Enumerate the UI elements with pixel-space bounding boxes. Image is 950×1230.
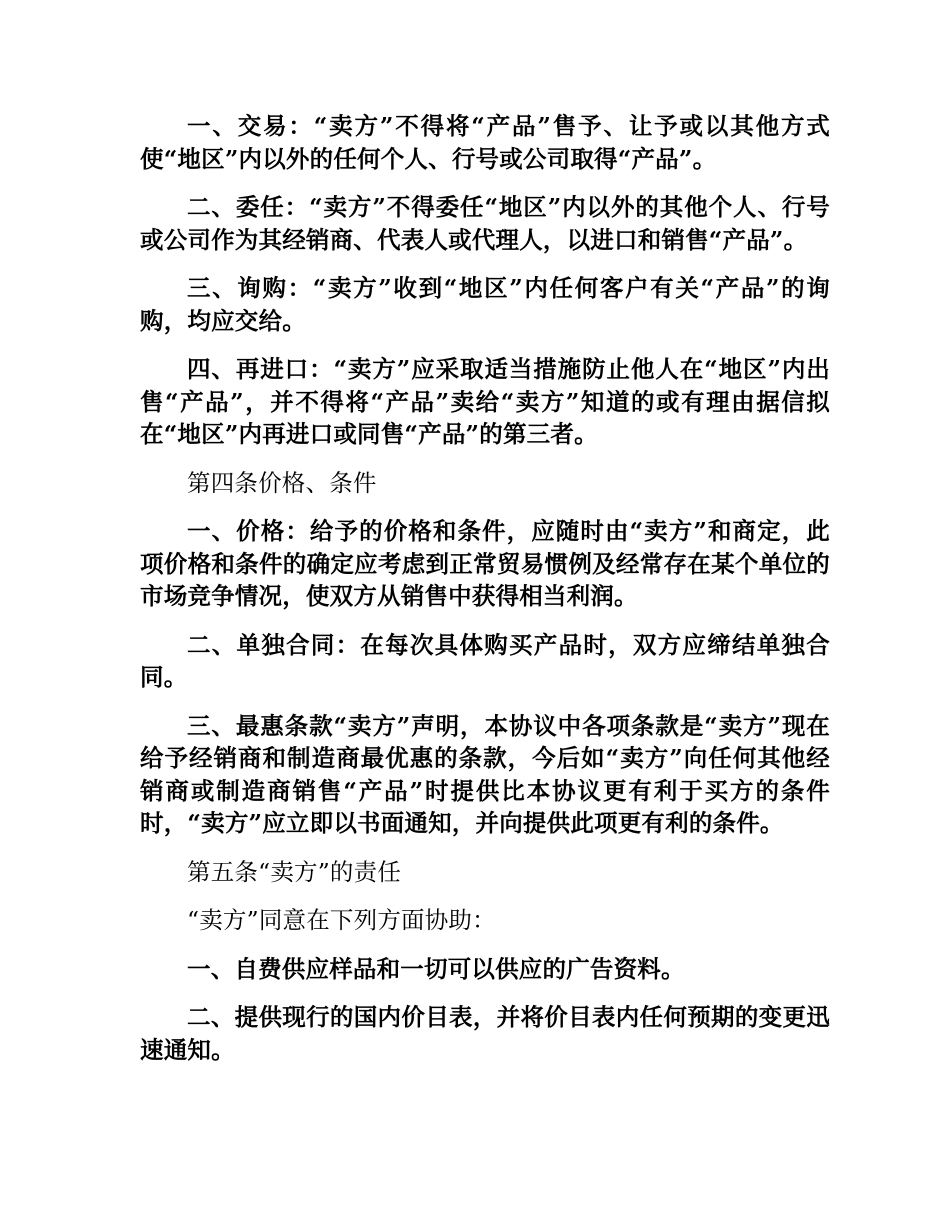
paragraph-separate-contract: 二、单独合同：在每次具体购买产品时，双方应缔结单独合同。 [140, 630, 830, 691]
paragraph-samples: 一、自费供应样品和一切可以供应的广告资料。 [187, 954, 685, 983]
document-page [140, 110, 830, 1082]
paragraph-inquiry: 三、询购：“卖方”收到“地区”内任何客户有关“产品”的询购，均应交给。 [140, 274, 830, 335]
section-heading-article-4: 第四条价格、条件 [187, 468, 377, 497]
paragraph-most-favored: 三、最惠条款“卖方”声明，本协议中各项条款是“卖方”现在给予经销商和制造商最优惠的条款，今后如“卖方”向任何其他经销商或制造商销售“产品”时提供比本协议更有利于买方的条件时，“卖方”应立即以书面通知，并向提供此项更有利的条件。 [140, 711, 830, 837]
section-heading-article-5: 第五条“卖方”的责任 [187, 857, 402, 886]
paragraph-seller-agrees: “卖方”同意在下列方面协助： [187, 906, 496, 934]
paragraph-trade: 一、交易：“卖方”不得将“产品”售予、让予或以其他方式使“地区”内以外的任何个人、行号或公司取得“产品”。 [140, 112, 830, 173]
paragraph-price: 一、价格：给予的价格和条件，应随时由“卖方”和商定，此项价格和条件的确定应考虑到正常贸易惯例及经常存在某个单位的市场竞争情况，使双方从销售中获得相当利润。 [140, 517, 830, 610]
paragraph-appointment: 二、委任：“卖方”不得委任“地区”内以外的其他个人、行号或公司作为其经销商、代表人或代理人，以进口和销售“产品”。 [140, 193, 830, 254]
paragraph-reimport: 四、再进口：“卖方”应采取适当措施防止他人在“地区”内出售“产品”，并不得将“产品”卖给“卖方”知道的或有理由据信拟在“地区”内再进口或同售“产品”的第三者。 [140, 355, 830, 448]
paragraph-price-list: 二、提供现行的国内价目表，并将价目表内任何预期的变更迅速通知。 [140, 1003, 830, 1064]
